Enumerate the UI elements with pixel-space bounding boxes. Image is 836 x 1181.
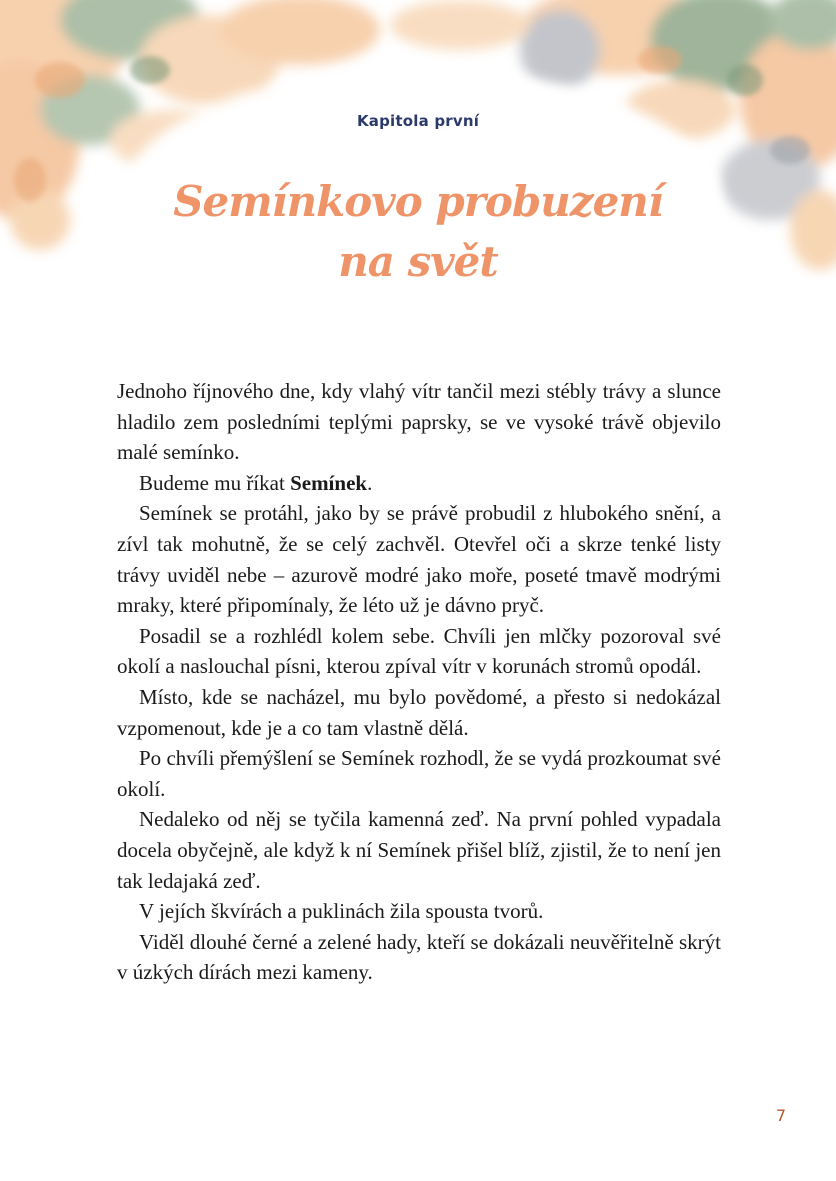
paragraph: Nedaleko od něj se tyčila kamenná zeď. Na první pohled vypadala docela obyčejně, ale když k ní Semínek přišel blíž, zjistil, že to není jen tak ledajaká zeď. — [117, 807, 721, 893]
paragraph: Posadil se a rozhlédl kolem sebe. Chvíli jen mlčky pozoroval své okolí a naslouchal písni, kterou zpíval vítr v korunách stromů opodál. — [117, 623, 721, 679]
story-text — [117, 376, 721, 988]
paragraph: Semínek se protáhl, jako by se právě probudil z hlubokého snění, a zívl tak mohutně, že se celý zachvěl. Otevřel oči a skrze tenké listy trávy uviděl nebe – azurově modré jako moře, poseté tmavě modrými mraky, které připomínaly, že léto už je dávno pryč. — [117, 501, 721, 618]
paragraph: V jejích škvírách a puklinách žila spousta tvorů. — [139, 899, 544, 924]
paragraph: Místo, kde se nacházel, mu bylo povědomé, a přesto si nedokázal vzpomenout, kde je a co tam vlastně dělá. — [117, 684, 721, 740]
paragraph: Viděl dlouhé černé a zelené hady, kteří se dokázali neuvěřitelně skrýt v úzkých dírách mezi kameny. — [117, 929, 721, 985]
chapter-title-line-2: na svět — [338, 237, 498, 286]
paragraph: Po chvíli přemýšlení se Semínek rozhodl, že se vydá prozkoumat své okolí. — [117, 746, 721, 801]
page-number: 7 — [775, 1106, 786, 1125]
paragraph — [117, 468, 721, 499]
chapter-label: Kapitola první — [356, 112, 480, 130]
chapter-title — [0, 172, 836, 292]
paragraph-text: . — [367, 470, 373, 495]
paragraph: Jednoho říjnového dne, kdy vlahý vítr tančil mezi stébly trávy a slunce hladilo zem posledními teplými paprsky, se ve vysoké trávě objevilo malé semínko. — [117, 379, 721, 465]
chapter-title-line-1: Semínkovo probuzení — [173, 177, 663, 226]
paragraph-text: Budeme mu říkat — [139, 470, 291, 495]
character-name: Semínek — [290, 470, 368, 495]
